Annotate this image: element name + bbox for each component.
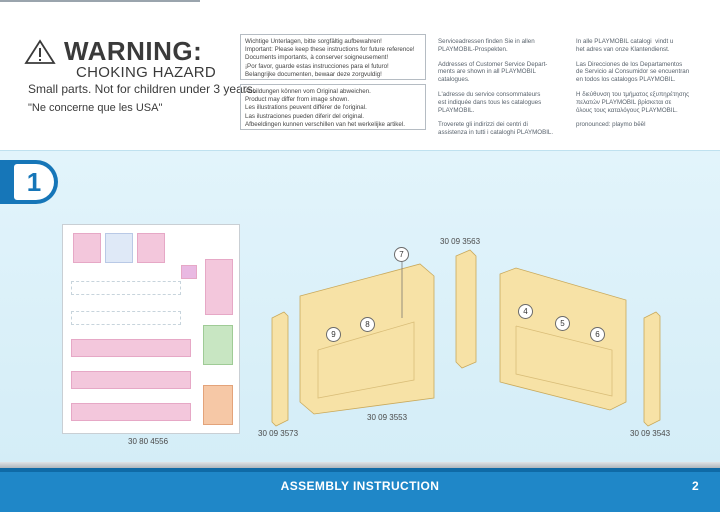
info-line: Documents importants, à conserver soigneusement! bbox=[245, 54, 389, 62]
info-line: Important: Please keep these instructions for future reference! bbox=[245, 46, 415, 54]
info-line: ¡Por favor, guarde estas instrucciones para el futuro! bbox=[245, 62, 389, 70]
service-note: Troverete gli indirizzi dei centri di assistenza in tutti i cataloghi PLAYMOBIL. bbox=[438, 121, 554, 137]
service-note: In alle PLAYMOBIL catalogi vindt u het adres van onze Klantendienst. bbox=[576, 38, 674, 53]
footer-title: ASSEMBLY INSTRUCTION bbox=[280, 479, 440, 493]
pillar-left-part-number: 30 09 3573 bbox=[258, 429, 299, 438]
service-note: Las Direcciones de los Departamentos de Servicio al Consumidor se encuentran en todos los catalogos PLAYMOBIL. bbox=[576, 60, 690, 84]
info-line: Les illustrations peuvent différer de l'original. bbox=[245, 104, 367, 112]
info-line: Afbeeldingen kunnen verschillen van het werkelijke artikel. bbox=[245, 120, 405, 128]
info-line: Belangrijke documenten, bewaar deze zorgvuldig! bbox=[245, 70, 382, 78]
service-note: Addresses of Customer Service Depart- ments are shown in all PLAYMOBIL catalogues. bbox=[438, 60, 548, 84]
pillar-right-part-number: 30 09 3543 bbox=[630, 429, 671, 438]
wall-left-part-number: 30 09 3553 bbox=[367, 413, 408, 422]
callout-5: 5 bbox=[555, 316, 570, 331]
info-line: Product may differ from image shown. bbox=[245, 96, 350, 104]
wall-left bbox=[300, 264, 434, 414]
pillar-mid bbox=[456, 250, 476, 368]
pillar-left bbox=[272, 312, 288, 426]
callout-7: 7 bbox=[394, 247, 409, 262]
pillar-mid-part-number: 30 09 3563 bbox=[440, 237, 481, 246]
choking-hazard-label: CHOKING HAZARD bbox=[76, 64, 217, 81]
service-note: Η διεύθυνση του τμήματος εξυπηρέτησης πελατών PLAYMOBIL βρίσκεται σε όλους τους καταλόγους PLAYMOBIL. bbox=[576, 90, 690, 114]
info-line: Wichtige Unterlagen, bitte sorgfältig aufbewahren! bbox=[245, 38, 382, 45]
warning-title: WARNING: bbox=[64, 36, 203, 66]
wall-right bbox=[500, 268, 626, 410]
info-line: Las ilustraciones pueden diferir del original. bbox=[245, 112, 365, 120]
pillar-right bbox=[644, 312, 660, 426]
service-note: Serviceadressen finden Sie in allen PLAYMOBIL-Prospekten. bbox=[438, 38, 535, 53]
info-line: Abbildungen können vom Original abweichen. bbox=[245, 88, 371, 95]
callout-4: 4 bbox=[518, 304, 533, 319]
step-number: 1 bbox=[14, 164, 54, 200]
callout-6: 6 bbox=[590, 327, 605, 342]
usa-note: "Ne concerne que les USA" bbox=[28, 102, 163, 114]
sticker-sheet-part-number: 30 80 4556 bbox=[128, 437, 169, 446]
callout-9: 9 bbox=[326, 327, 341, 342]
service-note: L'adresse du service consommateurs est indiquée dans tous les catalogues PLAYMOBIL. bbox=[438, 90, 542, 114]
callout-8: 8 bbox=[360, 317, 375, 332]
small-parts-note: Small parts. Not for children under 3 years. bbox=[28, 82, 257, 96]
service-note: pronounced: playmo bēēl bbox=[576, 121, 646, 129]
page-number: 2 bbox=[692, 479, 699, 493]
